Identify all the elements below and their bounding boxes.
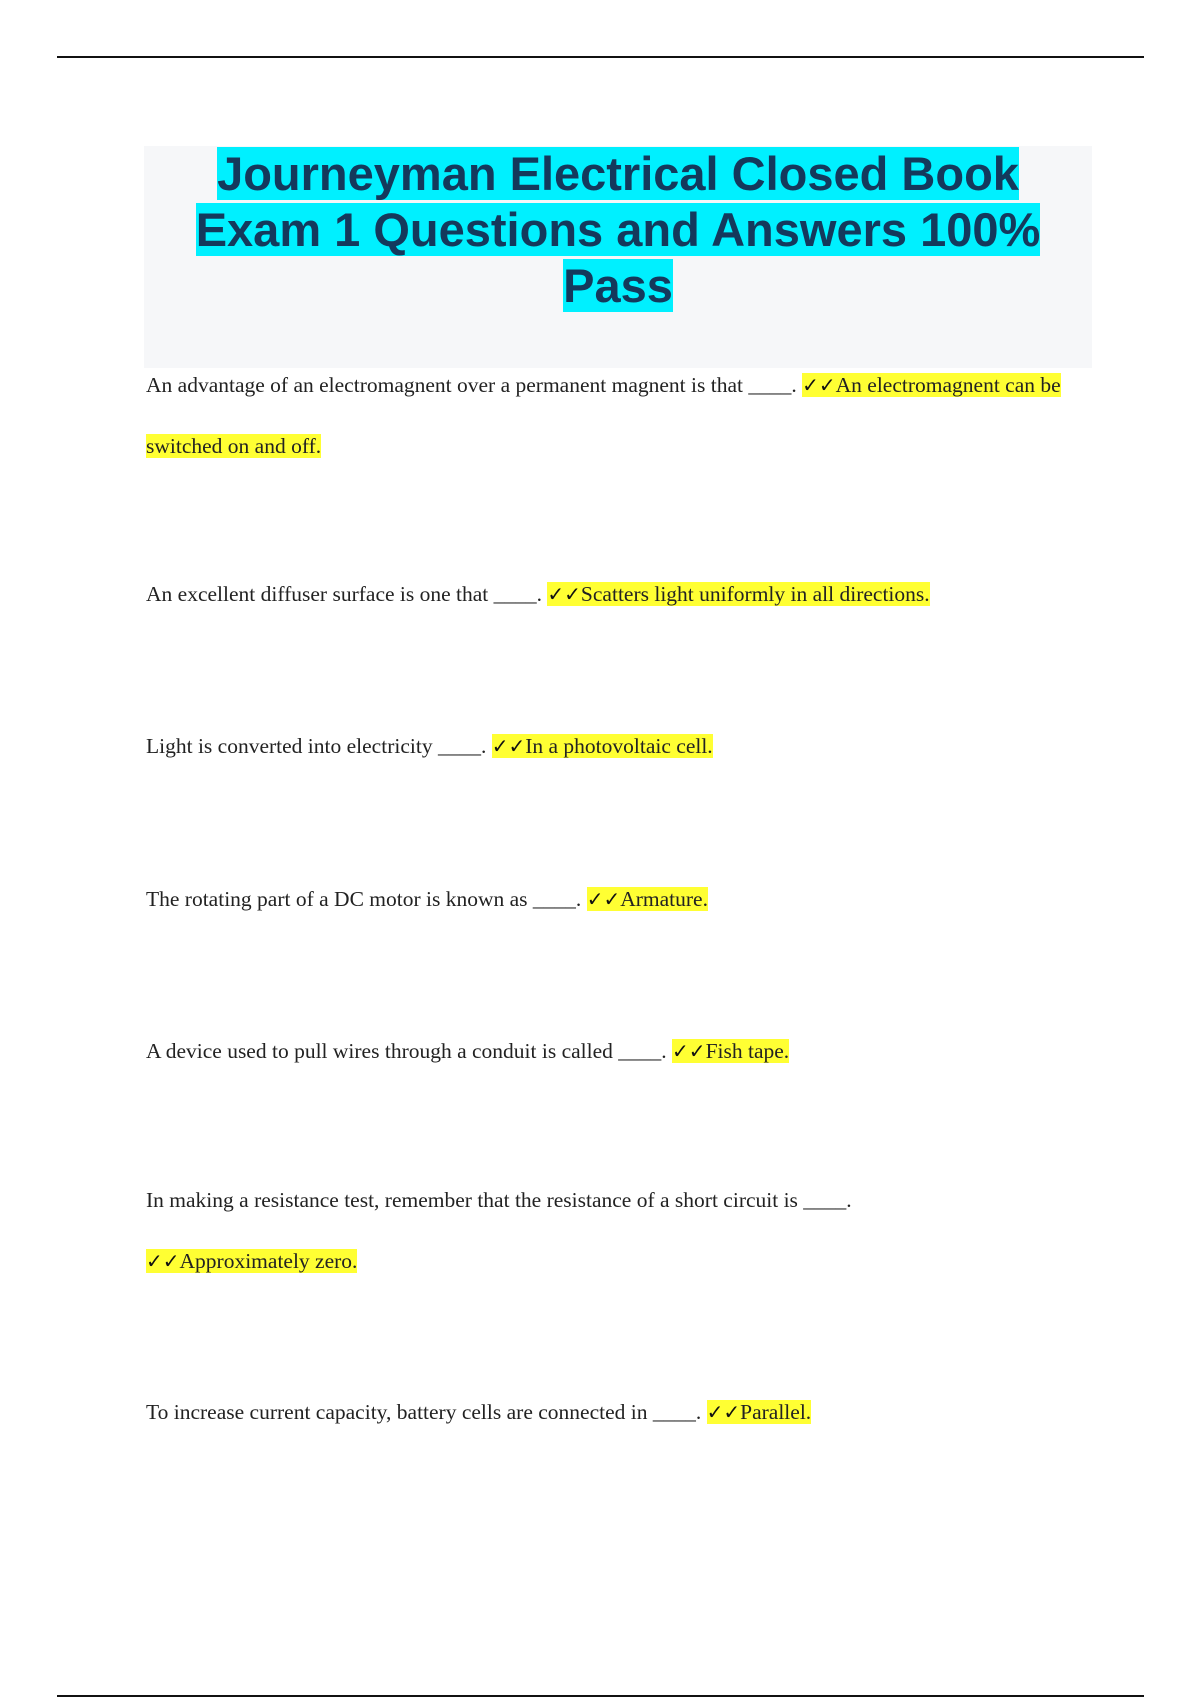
answer-text: Parallel.: [740, 1400, 812, 1424]
document-title: Journeyman Electrical Closed Book Exam 1 Questions and Answers 100% Pass: [195, 147, 1041, 312]
question-text: The rotating part of a DC motor is known as ____.: [146, 887, 582, 911]
answer-text: Fish tape.: [705, 1039, 790, 1063]
double-check-icon: ✓✓: [586, 887, 621, 911]
question-text: Light is converted into electricity ____.: [146, 734, 487, 758]
double-check-icon: ✓✓: [146, 1249, 180, 1273]
bottom-rule: [57, 1695, 1144, 1697]
question-text: A device used to pull wires through a conduit is called ____.: [146, 1039, 667, 1063]
answer-text: Approximately zero.: [179, 1249, 358, 1273]
answer-highlight: [492, 734, 713, 758]
question-text: To increase current capacity, battery cells are connected in ____.: [146, 1400, 702, 1424]
answer-highlight: [547, 582, 929, 606]
answer-highlight: [672, 1039, 789, 1063]
qa-item-1: [146, 355, 1076, 477]
answer-highlight: [587, 887, 708, 911]
qa-item-2: [146, 564, 1076, 625]
top-rule: [57, 56, 1144, 58]
title-block: [144, 146, 1092, 368]
question-text: An excellent diffuser surface is one that ____.: [146, 582, 543, 606]
double-check-icon: ✓✓: [491, 734, 526, 758]
answer-text: Scatters light uniformly in all directions.: [580, 582, 930, 606]
qa-item-3: [146, 716, 1076, 777]
qa-item-7: [146, 1382, 1076, 1443]
qa-item-5: [146, 1021, 1076, 1082]
double-check-icon: ✓✓: [672, 1039, 706, 1063]
answer-highlight: [707, 1400, 812, 1424]
answer-text: An electromagnent can be switched on and off.: [146, 373, 1061, 458]
qa-item-6: [146, 1170, 1076, 1292]
double-check-icon: ✓✓: [547, 582, 581, 606]
answer-text: Armature.: [620, 887, 708, 911]
question-text: In making a resistance test, remember that the resistance of a short circuit is ____.: [146, 1188, 852, 1212]
answer-highlight: [146, 1249, 357, 1273]
answer-text: In a photovoltaic cell.: [525, 734, 713, 758]
double-check-icon: ✓✓: [802, 373, 836, 397]
double-check-icon: ✓✓: [706, 1400, 741, 1424]
qa-item-4: [146, 869, 1076, 930]
question-text: An advantage of an electromagnent over a permanent magnent is that ____.: [146, 373, 797, 397]
